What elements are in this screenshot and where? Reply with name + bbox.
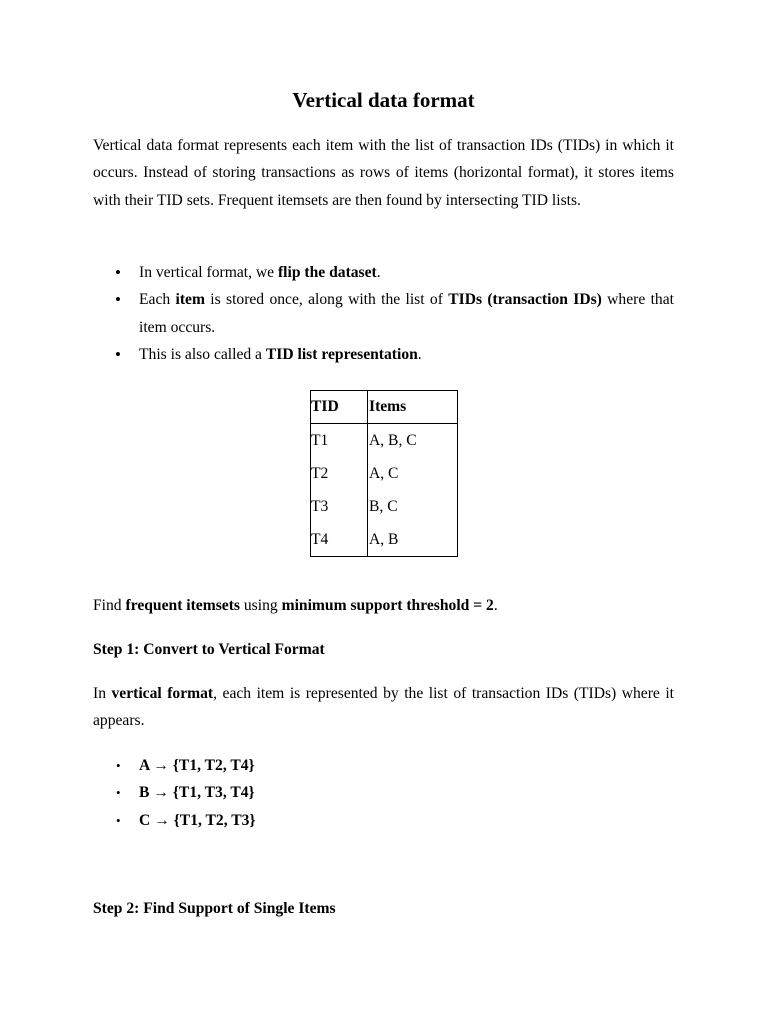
bullet-text: This is also called a	[139, 345, 266, 363]
task-text: Find	[93, 597, 126, 614]
table-header-tid: TID	[311, 391, 368, 424]
table-row	[311, 424, 458, 458]
step1-bold-text: vertical format	[111, 685, 214, 702]
table-cell-items: A, B	[369, 530, 399, 548]
list-item	[93, 752, 674, 779]
bullet-bold-text: TIDs (transaction IDs)	[448, 291, 602, 309]
tid-list-entry: A → {T1, T2, T4}	[139, 757, 255, 774]
step1-text: , each item is represented by the list of transaction IDs (TIDs) where it appears.	[93, 685, 674, 730]
tid-list-entry: B → {T1, T3, T4}	[139, 784, 255, 802]
tid-list	[93, 752, 674, 834]
table-cell-items: A, B, C	[369, 431, 417, 449]
list-item	[93, 341, 674, 368]
list-item	[93, 259, 674, 286]
bullet-text: Each	[139, 291, 176, 309]
table-cell-items: A, C	[369, 464, 399, 482]
table-cell-tid: T4	[311, 523, 368, 557]
bullet-bold-text: TID list representation	[265, 345, 418, 363]
task-text: using	[239, 597, 282, 614]
bullet-list	[93, 259, 674, 368]
bullet-text: .	[417, 345, 422, 363]
table-row	[311, 490, 458, 523]
bullet-text: is stored once, along with the list of	[204, 291, 449, 309]
step1-heading: Step 1: Convert to Vertical Format	[93, 641, 325, 658]
list-item	[93, 779, 674, 806]
bullet-bold-text: item	[175, 291, 205, 309]
table-cell-items: B, C	[369, 497, 398, 515]
table-header-row	[311, 391, 458, 424]
table-row	[311, 523, 458, 557]
table-row	[311, 457, 458, 490]
tid-list-entry: C → {T1, T2, T3}	[139, 811, 256, 829]
bullet-text: where that item occurs.	[139, 291, 674, 336]
task-bold-text: minimum support threshold = 2	[281, 597, 494, 614]
table-cell-tid: T2	[311, 457, 368, 490]
step2-heading: Step 2: Find Support of Single Items	[93, 900, 336, 917]
page-title: Vertical data format	[292, 88, 475, 112]
bullet-text: In vertical format, we	[139, 264, 278, 281]
step1-text: In	[93, 685, 112, 702]
bullet-bold-text: flip the dataset	[277, 264, 377, 281]
list-item	[93, 807, 674, 834]
task-paragraph	[93, 592, 674, 619]
step1-paragraph	[93, 680, 674, 735]
list-item	[93, 286, 674, 341]
intro-paragraph: Vertical data format represents each item with the list of transaction IDs (TIDs) in which it occurs. Instead of storing transactions as rows of items (horizontal format), it stores items with their TID sets. Frequent itemsets are then found by intersecting TID lists.	[93, 137, 674, 209]
table-header-items: Items	[368, 391, 458, 424]
task-text: .	[493, 597, 498, 614]
table-cell-tid: T1	[311, 424, 368, 458]
bullet-text: .	[376, 264, 381, 281]
task-bold-text: frequent itemsets	[125, 597, 240, 614]
transactions-table	[310, 390, 458, 557]
table-cell-tid: T3	[311, 490, 368, 523]
